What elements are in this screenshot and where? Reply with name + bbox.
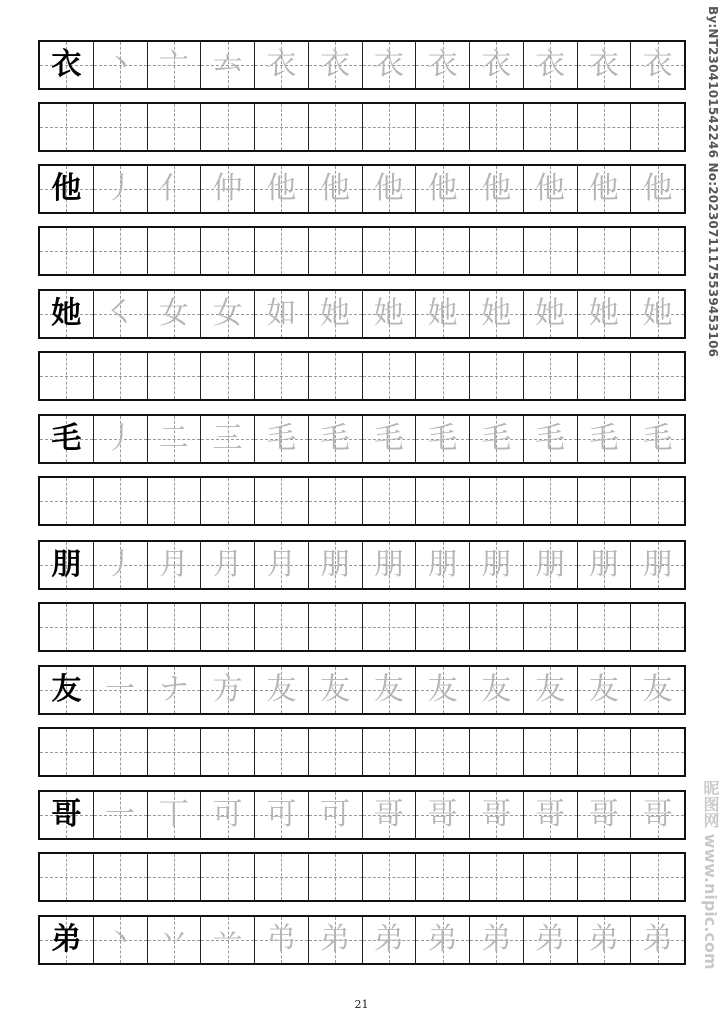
trace-cell: 他	[309, 166, 363, 212]
blank-cell[interactable]	[524, 228, 578, 274]
blank-cell[interactable]	[416, 854, 470, 900]
blank-cell[interactable]	[94, 729, 148, 775]
blank-cell[interactable]	[255, 604, 309, 650]
blank-cell[interactable]	[94, 104, 148, 150]
blank-cell[interactable]	[148, 729, 202, 775]
trace-cell: ㇛	[94, 291, 148, 337]
blank-cell[interactable]	[255, 854, 309, 900]
blank-cell[interactable]	[148, 604, 202, 650]
blank-cell[interactable]	[631, 104, 684, 150]
blank-cell[interactable]	[40, 478, 94, 524]
blank-cell[interactable]	[578, 228, 632, 274]
trace-cell: 友	[309, 667, 363, 713]
blank-cell[interactable]	[94, 854, 148, 900]
trace-cell: 她	[524, 291, 578, 337]
trace-cell: 二	[148, 416, 202, 462]
blank-cell[interactable]	[148, 854, 202, 900]
blank-practice-row	[38, 727, 686, 777]
trace-cell: 䒑	[201, 917, 255, 963]
blank-cell[interactable]	[40, 854, 94, 900]
blank-cell[interactable]	[309, 104, 363, 150]
trace-cell: 他	[255, 166, 309, 212]
trace-cell: 丿	[94, 542, 148, 588]
blank-cell[interactable]	[631, 604, 684, 650]
blank-cell[interactable]	[470, 729, 524, 775]
blank-practice-row	[38, 102, 686, 152]
trace-cell: 他	[524, 166, 578, 212]
blank-cell[interactable]	[470, 854, 524, 900]
blank-practice-row	[38, 226, 686, 276]
blank-cell[interactable]	[631, 478, 684, 524]
trace-cell: 月	[255, 542, 309, 588]
trace-cell: 丅	[148, 792, 202, 838]
blank-cell[interactable]	[524, 104, 578, 150]
trace-cell: 朋	[578, 542, 632, 588]
model-character-cell: 毛	[40, 416, 94, 462]
blank-cell[interactable]	[40, 729, 94, 775]
trace-cell: 他	[631, 166, 684, 212]
blank-cell[interactable]	[524, 604, 578, 650]
trace-cell: 她	[363, 291, 417, 337]
trace-cell: 毛	[524, 416, 578, 462]
blank-cell[interactable]	[201, 478, 255, 524]
page-number: 21	[354, 998, 369, 1011]
trace-cell: 可	[201, 792, 255, 838]
blank-cell[interactable]	[470, 353, 524, 399]
blank-cell[interactable]	[578, 604, 632, 650]
trace-cell: 弟	[524, 917, 578, 963]
trace-cell: 女	[148, 291, 202, 337]
trace-cell: 如	[255, 291, 309, 337]
blank-cell[interactable]	[416, 353, 470, 399]
blank-cell[interactable]	[255, 353, 309, 399]
trace-cell: 三	[201, 416, 255, 462]
blank-cell[interactable]	[40, 353, 94, 399]
blank-cell[interactable]	[40, 604, 94, 650]
trace-cell: 女	[201, 291, 255, 337]
blank-cell[interactable]	[363, 104, 417, 150]
trace-cell: 他	[416, 166, 470, 212]
practice-row	[38, 540, 686, 590]
model-character-cell: 友	[40, 667, 94, 713]
blank-cell[interactable]	[309, 729, 363, 775]
model-character-cell: 他	[40, 166, 94, 212]
trace-cell: 月	[201, 542, 255, 588]
trace-cell: 哥	[416, 792, 470, 838]
trace-cell: ナ	[148, 667, 202, 713]
trace-cell: 她	[631, 291, 684, 337]
trace-cell: 友	[363, 667, 417, 713]
trace-cell: 一	[94, 792, 148, 838]
trace-cell: 衣	[255, 42, 309, 88]
blank-practice-row	[38, 476, 686, 526]
trace-cell: 可	[255, 792, 309, 838]
blank-cell[interactable]	[148, 104, 202, 150]
blank-cell[interactable]	[40, 228, 94, 274]
blank-cell[interactable]	[363, 228, 417, 274]
trace-cell: 友	[524, 667, 578, 713]
trace-cell: 方	[201, 667, 255, 713]
trace-cell: 衣	[631, 42, 684, 88]
trace-cell: 他	[578, 166, 632, 212]
trace-cell: 哥	[363, 792, 417, 838]
trace-cell: 丶	[94, 42, 148, 88]
blank-cell[interactable]	[578, 729, 632, 775]
trace-cell: 毛	[470, 416, 524, 462]
model-character-cell: 弟	[40, 917, 94, 963]
trace-cell: 友	[470, 667, 524, 713]
model-character-cell: 她	[40, 291, 94, 337]
trace-cell: 仲	[201, 166, 255, 212]
trace-cell: 毛	[309, 416, 363, 462]
blank-cell[interactable]	[148, 353, 202, 399]
trace-cell: 友	[416, 667, 470, 713]
trace-cell: 丷	[148, 917, 202, 963]
trace-cell: 哥	[631, 792, 684, 838]
blank-cell[interactable]	[524, 353, 578, 399]
blank-cell[interactable]	[309, 353, 363, 399]
trace-cell: 弚	[255, 917, 309, 963]
worksheet	[38, 0, 686, 1024]
blank-cell[interactable]	[201, 854, 255, 900]
blank-cell[interactable]	[578, 854, 632, 900]
blank-cell[interactable]	[363, 353, 417, 399]
blank-practice-row	[38, 852, 686, 902]
blank-cell[interactable]	[631, 729, 684, 775]
model-character-cell: 朋	[40, 542, 94, 588]
trace-cell: 衣	[309, 42, 363, 88]
blank-cell[interactable]	[148, 478, 202, 524]
blank-cell[interactable]	[416, 478, 470, 524]
blank-cell[interactable]	[94, 478, 148, 524]
trace-cell: 丿	[94, 166, 148, 212]
trace-cell: 弟	[470, 917, 524, 963]
trace-cell: 毛	[578, 416, 632, 462]
practice-row	[38, 790, 686, 840]
trace-cell: 哥	[578, 792, 632, 838]
trace-cell: 朋	[416, 542, 470, 588]
trace-cell: 衣	[524, 42, 578, 88]
trace-cell: 𠫓	[201, 42, 255, 88]
practice-row	[38, 40, 686, 90]
trace-cell: 她	[578, 291, 632, 337]
blank-cell[interactable]	[201, 604, 255, 650]
practice-row	[38, 289, 686, 339]
blank-cell[interactable]	[363, 854, 417, 900]
blank-cell[interactable]	[631, 228, 684, 274]
blank-cell[interactable]	[201, 353, 255, 399]
trace-cell: 她	[309, 291, 363, 337]
trace-cell: 弟	[309, 917, 363, 963]
blank-cell[interactable]	[255, 729, 309, 775]
blank-cell[interactable]	[40, 104, 94, 150]
model-character-cell: 衣	[40, 42, 94, 88]
blank-cell[interactable]	[470, 604, 524, 650]
trace-cell: 朋	[309, 542, 363, 588]
trace-cell: 衣	[578, 42, 632, 88]
trace-cell: 朋	[470, 542, 524, 588]
blank-cell[interactable]	[94, 604, 148, 650]
blank-cell[interactable]	[309, 478, 363, 524]
practice-row	[38, 164, 686, 214]
practice-row	[38, 665, 686, 715]
blank-practice-row	[38, 602, 686, 652]
trace-cell: 衣	[363, 42, 417, 88]
blank-cell[interactable]	[470, 104, 524, 150]
watermark: 昵图网 www.nipic.com	[701, 780, 720, 970]
trace-cell: 月	[148, 542, 202, 588]
trace-cell: 毛	[255, 416, 309, 462]
blank-cell[interactable]	[470, 228, 524, 274]
blank-cell[interactable]	[416, 604, 470, 650]
blank-practice-row	[38, 351, 686, 401]
blank-cell[interactable]	[201, 729, 255, 775]
blank-cell[interactable]	[309, 228, 363, 274]
trace-cell: 丿	[94, 416, 148, 462]
blank-cell[interactable]	[148, 228, 202, 274]
trace-cell: 毛	[416, 416, 470, 462]
blank-cell[interactable]	[363, 729, 417, 775]
blank-cell[interactable]	[524, 729, 578, 775]
trace-cell: 可	[309, 792, 363, 838]
trace-cell: 他	[363, 166, 417, 212]
blank-cell[interactable]	[363, 604, 417, 650]
blank-cell[interactable]	[255, 104, 309, 150]
blank-cell[interactable]	[578, 353, 632, 399]
practice-row	[38, 915, 686, 965]
trace-cell: 一	[94, 667, 148, 713]
trace-cell: 亻	[148, 166, 202, 212]
blank-cell[interactable]	[524, 478, 578, 524]
trace-cell: 友	[255, 667, 309, 713]
blank-cell[interactable]	[309, 854, 363, 900]
trace-cell: 弟	[578, 917, 632, 963]
trace-cell: 弟	[631, 917, 684, 963]
blank-cell[interactable]	[94, 353, 148, 399]
blank-cell[interactable]	[524, 854, 578, 900]
trace-cell: 友	[631, 667, 684, 713]
blank-cell[interactable]	[201, 104, 255, 150]
model-character-cell: 哥	[40, 792, 94, 838]
trace-cell: 哥	[524, 792, 578, 838]
blank-cell[interactable]	[416, 104, 470, 150]
trace-cell: 丶	[94, 917, 148, 963]
trace-cell: 朋	[363, 542, 417, 588]
document-id-text: By:NT2304101542246 No:20230711175539453106	[706, 6, 720, 358]
blank-cell[interactable]	[578, 104, 632, 150]
blank-cell[interactable]	[255, 228, 309, 274]
trace-cell: 毛	[363, 416, 417, 462]
trace-cell: 毛	[631, 416, 684, 462]
trace-cell: 哥	[470, 792, 524, 838]
blank-cell[interactable]	[470, 478, 524, 524]
blank-cell[interactable]	[201, 228, 255, 274]
blank-cell[interactable]	[363, 478, 417, 524]
blank-cell[interactable]	[631, 854, 684, 900]
trace-cell: 朋	[631, 542, 684, 588]
blank-cell[interactable]	[578, 478, 632, 524]
trace-cell: 亠	[148, 42, 202, 88]
practice-row	[38, 414, 686, 464]
trace-cell: 他	[470, 166, 524, 212]
blank-cell[interactable]	[255, 478, 309, 524]
trace-cell: 友	[578, 667, 632, 713]
blank-cell[interactable]	[416, 228, 470, 274]
trace-cell: 她	[470, 291, 524, 337]
blank-cell[interactable]	[94, 228, 148, 274]
blank-cell[interactable]	[309, 604, 363, 650]
blank-cell[interactable]	[416, 729, 470, 775]
trace-cell: 弟	[363, 917, 417, 963]
blank-cell[interactable]	[631, 353, 684, 399]
trace-cell: 衣	[470, 42, 524, 88]
trace-cell: 弟	[416, 917, 470, 963]
trace-cell: 衣	[416, 42, 470, 88]
trace-cell: 朋	[524, 542, 578, 588]
trace-cell: 她	[416, 291, 470, 337]
